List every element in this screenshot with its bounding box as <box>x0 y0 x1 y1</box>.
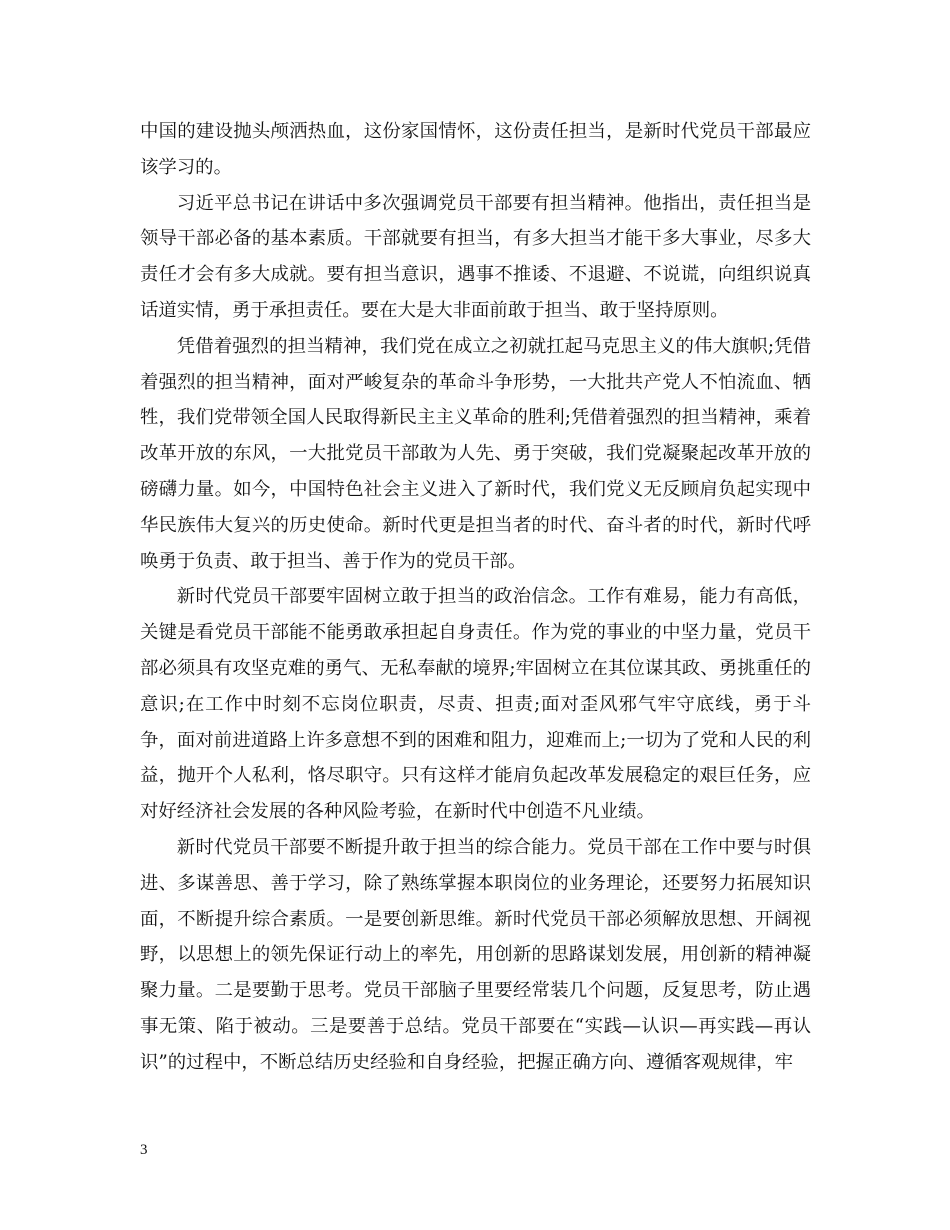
paragraph-1: 中国的建设抛头颅洒热血，这份家国情怀，这份责任担当，是新时代党员干部最应该学习的。 <box>140 121 811 178</box>
paragraph-5: 新时代党员干部要不断提升敢于担当的综合能力。党员干部在工作中要与时俱进、多谋善思、善于学习，除了熟练掌握本职岗位的业务理论，还要努力拓展知识面，不断提升综合素质。一是要创新思维。新时代党员干部必须解放思想、开阔视野，以思想上的领先保证行动上的率先，用创新的思路谋划发展，用创新的精神凝聚力量。二是要勤于思考。党员干部脑子里要经常装几个问题，反复思考，防止遇事无策、陷于被动。三是要善于总结。党员干部要在“实践—认识—再实践—再认识”的过程中，不断总结历史经验和自身经验，把握正确方向、遵循客观规律，牢 <box>140 836 811 1073</box>
page-number: 3 <box>140 1142 148 1158</box>
paragraph-3: 凭借着强烈的担当精神，我们党在成立之初就扛起马克思主义的伟大旗帜;凭借着强烈的担当精神，面对严峻复杂的革命斗争形势，一大批共产党人不怕流血、牺牲，我们党带领全国人民取得新民主主义革命的胜利;凭借着强烈的担当精神，乘着改革开放的东风，一大批党员干部敢为人先、勇于突破，我们党凝聚起改革开放的磅礴力量。如今，中国特色社会主义进入了新时代，我们党义无反顾肩负起实现中华民族伟大复兴的历史使命。新时代更是担当者的时代、奋斗者的时代，新时代呼唤勇于负责、敢于担当、善于作为的党员干部。 <box>140 335 811 572</box>
document-body <box>140 114 811 1081</box>
paragraph-4: 新时代党员干部要牢固树立敢于担当的政治信念。工作有难易，能力有高低，关键是看党员干部能不能勇敢承担起自身责任。作为党的事业的中坚力量，党员干部必须具有攻坚克难的勇气、无私奉献的境界;牢固树立在其位谋其政、勇挑重任的意识;在工作中时刻不忘岗位职责，尽责、担责;面对歪风邪气牢守底线，勇于斗争，面对前进道路上许多意想不到的困难和阻力，迎难而上;一切为了党和人民的利益，抛开个人私利，恪尽职守。只有这样才能肩负起改革发展稳定的艰巨任务，应对好经济社会发展的各种风险考验，在新时代中创造不凡业绩。 <box>140 586 811 823</box>
paragraph-2: 习近平总书记在讲话中多次强调党员干部要有担当精神。他指出，责任担当是领导干部必备的基本素质。干部就要有担当，有多大担当才能干多大事业，尽多大责任才会有多大成就。要有担当意识，遇事不推诿、不退避、不说谎，向组织说真话道实情，勇于承担责任。要在大是大非面前敢于担当、敢于坚持原则。 <box>140 192 811 321</box>
